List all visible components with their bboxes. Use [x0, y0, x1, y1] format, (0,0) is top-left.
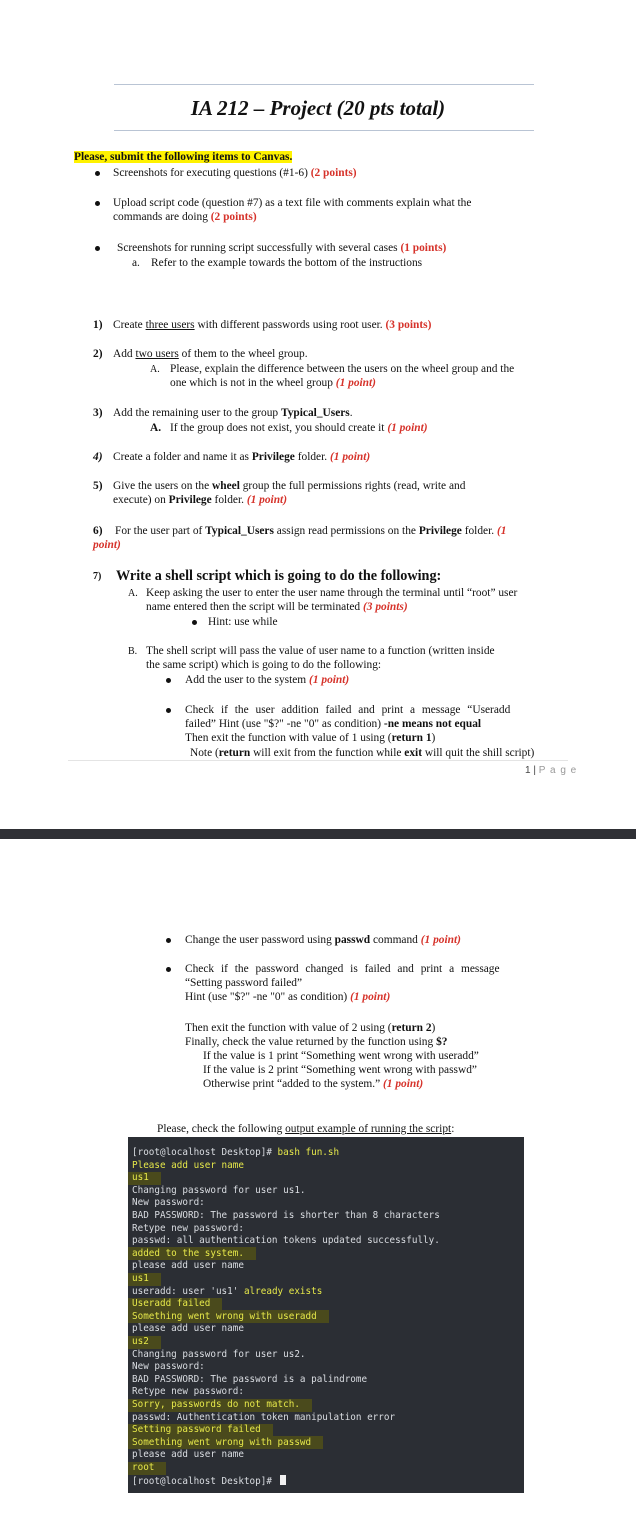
terminal-output-highlighted: Something went wrong with useradd [132, 1310, 317, 1322]
p2-item2-line2: “Setting password failed” [185, 977, 303, 989]
terminal-line [132, 1361, 205, 1374]
q3-sub: If the group does not exist, you should create it (1 point) [170, 422, 428, 434]
bullet-icon [166, 708, 171, 713]
terminal-output-highlighted: root [132, 1462, 155, 1473]
terminal-text: New password: [132, 1361, 205, 1373]
terminal-text: BAD PASSWORD: The password is a palindrome [132, 1373, 368, 1385]
terminal-line [132, 1210, 440, 1223]
terminal-text: New password: [132, 1197, 205, 1209]
q2-sub-line1: Please, explain the difference between the users on the wheel group and the [170, 363, 515, 375]
terminal-line [132, 1424, 261, 1437]
page-separator [0, 829, 636, 839]
terminal-text: Changing password for user us2. [132, 1348, 306, 1360]
terminal-text: please add user name [132, 1449, 244, 1461]
bullet-icon [166, 678, 171, 683]
terminal-text: [root@localhost Desktop]# [132, 1475, 278, 1487]
submit-item-2-line1: Upload script code (question #7) as a text file with comments explain what the [113, 197, 472, 209]
q5-line1: Give the users on the wheel group the full permissions rights (read, write and [113, 480, 466, 492]
bullet-icon [166, 967, 171, 972]
terminal-output-highlighted: Setting password failed [132, 1424, 261, 1436]
terminal-output-highlighted: Useradd failed [132, 1298, 211, 1310]
terminal-text: [root@localhost Desktop]# [132, 1147, 278, 1158]
terminal-text: Retype new password: [132, 1386, 244, 1398]
submit-item-3: Screenshots for running script successfully with several cases (1 points) [117, 242, 447, 254]
terminal-command: already exists [243, 1285, 323, 1297]
terminal-text: please add user name [132, 1323, 244, 1335]
terminal-line [132, 1197, 205, 1210]
cursor-icon [280, 1475, 286, 1485]
terminal-line [132, 1298, 210, 1311]
terminal-line [132, 1260, 244, 1273]
p2-return-line2: Finally, check the value returned by the function using $? [185, 1036, 448, 1048]
terminal-line [132, 1185, 306, 1198]
bullet-icon [95, 171, 100, 176]
submit-sub-marker: a. [132, 257, 140, 269]
terminal-line [132, 1449, 244, 1462]
terminal-text: Changing password for user us1. [132, 1184, 306, 1196]
q2-sub-line2: one which is not in the wheel group (1 point) [170, 377, 376, 389]
terminal-line [132, 1475, 286, 1488]
terminal-output-highlighted: us1 [132, 1273, 149, 1284]
terminal-line [132, 1311, 317, 1324]
bullet-icon [95, 246, 100, 251]
terminal-output-highlighted: us2 [132, 1336, 149, 1347]
q7-b-item2-line1: Check if the user addition failed and print a message “Useradd [185, 704, 511, 716]
terminal-line [132, 1235, 440, 1248]
terminal-output-highlighted: us1 [132, 1172, 149, 1184]
q2-sub-marker: A. [150, 364, 160, 375]
terminal-text: useradd: user 'us1' [132, 1285, 244, 1297]
q3-number: 3) [93, 407, 103, 419]
q6-number: 6) [93, 525, 103, 537]
p2-return-line3: If the value is 1 print “Something went wrong with useradd” [203, 1050, 479, 1062]
terminal-output-highlighted: Something went wrong with passwd [132, 1436, 312, 1448]
terminal-text: please add user name [132, 1260, 244, 1272]
q7-b-item1: Add the user to the system (1 point) [185, 674, 350, 686]
p2-item2-line1: Check if the password changed is failed and print a message [185, 963, 500, 975]
terminal-line [132, 1374, 367, 1387]
p2-return-line5: Otherwise print “added to the system.” (1 point) [203, 1078, 424, 1090]
terminal-screenshot [128, 1137, 524, 1493]
q7-b-item2-line2: failed” Hint (use "$?" -ne "0" as condition) -ne means not equal [185, 718, 482, 730]
terminal-line [132, 1349, 306, 1362]
q1-text: Create three users with different passwords using root user. (3 points) [113, 319, 432, 331]
terminal-line [132, 1336, 149, 1349]
q1-number: 1) [93, 319, 103, 331]
q3-text: Add the remaining user to the group Typical_Users. [113, 407, 353, 419]
q3-sub-marker: A. [150, 422, 162, 434]
terminal-line [132, 1273, 149, 1286]
p2-item2-line3: Hint (use "$?" -ne "0" as condition) (1 point) [185, 991, 391, 1003]
q2-number: 2) [93, 348, 103, 360]
terminal-line [132, 1248, 244, 1261]
page-number: 1 | P a g e [525, 765, 578, 776]
terminal-line [132, 1147, 339, 1160]
q7-heading: Write a shell script which is going to do the following: [116, 568, 442, 584]
page-title: IA 212 – Project (20 pts total) [190, 96, 446, 120]
q5-line2: execute) on Privilege folder. (1 point) [113, 494, 287, 506]
terminal-output-highlighted: Please add user name [132, 1159, 244, 1171]
terminal-line [132, 1412, 395, 1425]
terminal-line [132, 1323, 244, 1336]
q7-b-line1: The shell script will pass the value of user name to a function (written inside [146, 645, 495, 657]
p2-example-intro: Please, check the following output example of running the script: [157, 1123, 455, 1135]
p2-item1: Change the user password using passwd command (1 point) [185, 934, 461, 946]
q7-b-line2: the same script) which is going to do the following: [146, 659, 382, 671]
terminal-text: passwd: Authentication token manipulation error [132, 1411, 396, 1423]
title-rule-bottom [114, 130, 534, 131]
terminal-output-highlighted: added to the system. [132, 1247, 244, 1259]
q7-a-line2: name entered then the script will be terminated (3 points) [146, 601, 408, 613]
terminal-line [132, 1223, 244, 1236]
q7-b-item2-line4: Note (return will exit from the function while exit will quit the shill script) [190, 747, 535, 759]
q7-number: 7) [93, 571, 102, 582]
terminal-text: Retype new password: [132, 1222, 244, 1234]
q6-line2: point) [93, 539, 121, 551]
p2-return-line4: If the value is 2 print “Something went wrong with passwd” [203, 1064, 477, 1076]
page-footer-rule [68, 760, 568, 761]
q6-line1: For the user part of Typical_Users assign read permissions on the Privilege folder. (1 [115, 525, 507, 537]
bullet-icon [166, 938, 171, 943]
q7-a-hint: Hint: use while [208, 616, 278, 628]
q4-number: 4) [93, 451, 103, 463]
terminal-output-highlighted: Sorry, passwords do not match. [132, 1399, 300, 1410]
terminal-line [132, 1172, 149, 1185]
submit-sub-text: Refer to the example towards the bottom of the instructions [151, 257, 423, 269]
terminal-text: passwd: all authentication tokens updated successfully. [132, 1235, 440, 1247]
submit-heading: Please, submit the following items to Canvas. [74, 151, 293, 163]
submit-item-2-line2: commands are doing (2 points) [113, 211, 257, 223]
submit-item-1: Screenshots for executing questions (#1-6) (2 points) [113, 167, 357, 179]
q7-a-marker: A. [128, 588, 138, 599]
terminal-line [132, 1399, 300, 1412]
terminal-line [132, 1160, 244, 1173]
terminal-line [132, 1386, 244, 1399]
terminal-command: bash fun.sh [277, 1147, 340, 1158]
bullet-icon [192, 620, 197, 625]
bullet-icon [95, 201, 100, 206]
q5-number: 5) [93, 480, 103, 492]
terminal-line [132, 1437, 311, 1450]
q7-b-marker: B. [128, 646, 138, 657]
q7-a-line1: Keep asking the user to enter the user name through the terminal until “root” user [146, 587, 518, 599]
q7-b-item2-line3: Then exit the function with value of 1 using (return 1) [185, 732, 436, 744]
terminal-line [132, 1286, 322, 1299]
title-rule-top [114, 84, 534, 85]
q2-text: Add two users of them to the wheel group. [113, 348, 308, 360]
terminal-line [132, 1462, 154, 1475]
q4-text: Create a folder and name it as Privilege folder. (1 point) [113, 451, 371, 463]
p2-return-line1: Then exit the function with value of 2 using (return 2) [185, 1022, 436, 1034]
terminal-text: BAD PASSWORD: The password is shorter than 8 characters [132, 1210, 440, 1221]
